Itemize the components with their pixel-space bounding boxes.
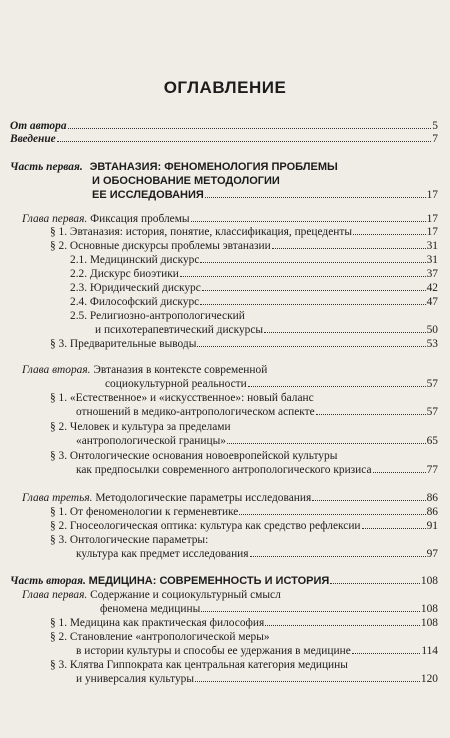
chapter-prefix: Глава первая. — [22, 213, 88, 225]
entry-label: как предпосылки современного антропологического кризиса — [76, 464, 372, 476]
leader-dots — [227, 443, 426, 444]
entry-label: § 1. Эвтаназия: история, понятие, классификация, прецеденты — [50, 226, 352, 238]
entry-label: в истории культуры и способы ее удержания в медицине — [76, 645, 351, 657]
leader-dots — [68, 128, 432, 129]
section-entry — [76, 435, 438, 448]
leader-dots — [197, 346, 425, 347]
leader-dots — [353, 234, 426, 235]
leader-dots — [272, 248, 426, 249]
toc-entry-author — [10, 120, 438, 133]
leader-dots — [201, 611, 420, 612]
part-title-line1: ЭВТАНАЗИЯ: ФЕНОМЕНОЛОГИЯ ПРОБЛЕМЫ — [89, 161, 338, 173]
leader-dots — [352, 653, 421, 654]
entry-label: отношений в медико-антропологическом аспекте — [76, 406, 315, 418]
entry-label: феномена медицины — [100, 603, 201, 615]
section-entry — [50, 617, 438, 630]
chapter-prefix: Глава вторая. — [22, 364, 91, 376]
section-entry — [50, 226, 438, 239]
entry-label: § 1. Медицина как практическая философия — [50, 617, 265, 629]
leader-dots — [200, 304, 425, 305]
part-prefix: Часть первая. — [10, 161, 83, 173]
page-number: 108 — [420, 617, 438, 629]
page-number: 65 — [426, 435, 438, 447]
leader-dots — [264, 332, 426, 333]
leader-dots — [250, 556, 426, 557]
part-title-line3 — [92, 189, 438, 202]
entry-label: 2.1. Медицинский дискурс — [70, 254, 200, 266]
leader-dots — [316, 414, 426, 415]
part-one-heading — [10, 161, 338, 174]
page-number: 86 — [426, 506, 438, 518]
entry-label: и психотерапевтический дискурсы — [95, 324, 264, 336]
page-number: 50 — [426, 324, 438, 336]
section-line1: § 1. «Естественное» и «искусственное»: новый баланс — [50, 392, 314, 404]
page-title: ОГЛАВЛЕНИЕ — [163, 78, 287, 97]
leader-dots — [200, 262, 425, 263]
leader-dots — [373, 472, 426, 473]
section-line1: § 2. Человек и культура за пределами — [50, 421, 231, 433]
page-number: 108 — [420, 603, 438, 615]
chapter-title-line2 — [105, 378, 438, 391]
leader-dots — [248, 386, 426, 387]
section-entry — [50, 506, 438, 519]
section-line1: § 3. Клятва Гиппократа как центральная категория медицины — [50, 659, 348, 671]
section-line1: § 3. Онтологические параметры: — [50, 534, 209, 546]
chapter-title-line1: Эвтаназия в контексте современной — [93, 364, 268, 376]
leader-dots — [312, 500, 425, 501]
page-number: 114 — [421, 645, 438, 657]
page-number: 97 — [426, 548, 438, 560]
section-entry — [50, 240, 438, 253]
leader-dots — [57, 141, 432, 142]
page-number: 37 — [426, 268, 438, 280]
chapter-title: Методологические параметры исследования — [95, 492, 312, 504]
section-entry — [50, 338, 438, 351]
part-prefix: Часть вторая. — [10, 575, 86, 587]
toc-entry-intro — [10, 133, 438, 146]
page-number: 57 — [426, 378, 438, 390]
page-number: 31 — [426, 240, 438, 252]
section-line1: § 3. Онтологические основания новоевропейской культуры — [50, 450, 338, 462]
leader-dots — [330, 583, 420, 584]
chapter-prefix: Глава третья. — [22, 492, 93, 504]
page-number: 91 — [426, 520, 438, 532]
section-entry — [76, 406, 438, 419]
page-number: 86 — [426, 492, 438, 504]
entry-label: § 2. Основные дискурсы проблемы эвтаназии — [50, 240, 271, 252]
section-line1: § 2. Становление «антропологической меры» — [50, 631, 270, 643]
leader-dots — [202, 290, 426, 291]
chapter-heading — [22, 364, 267, 377]
leader-dots — [265, 625, 420, 626]
section-entry — [76, 464, 438, 477]
entry-label: § 1. От феноменологии к герменевтике — [50, 506, 239, 518]
page-number: 7 — [432, 133, 438, 145]
entry-label: ЕЕ ИССЛЕДОВАНИЯ — [92, 189, 204, 201]
chapter-title: Фиксация проблемы — [90, 213, 190, 225]
subsection-entry — [95, 324, 438, 337]
part-two-heading — [10, 575, 438, 588]
page-number: 17 — [426, 213, 438, 225]
entry-label: § 2. Гносеологическая оптика: культура как средство рефлексии — [50, 520, 361, 532]
chapter-title-line2 — [100, 603, 438, 616]
leader-dots — [195, 681, 420, 682]
leader-dots — [205, 197, 426, 198]
entry-label: 2.3. Юридический дискурс — [70, 282, 201, 294]
chapter-heading — [22, 213, 438, 226]
page-number: 42 — [426, 282, 438, 294]
subsection-entry — [70, 282, 438, 295]
entry-label: 2.2. Дискурс биоэтики — [70, 268, 179, 280]
chapter-prefix: Глава первая. — [22, 589, 88, 601]
subsection-entry — [70, 254, 438, 267]
page-number: 47 — [426, 296, 438, 308]
entry-label: социокультурной реальности — [105, 378, 247, 390]
entry-label: «антропологической границы» — [76, 435, 226, 447]
entry-label: 2.4. Философский дискурс — [70, 296, 200, 308]
leader-dots — [191, 221, 426, 222]
chapter-title-line1: Содержание и социокультурный смысл — [90, 589, 281, 601]
chapter-heading — [22, 589, 281, 602]
section-entry — [50, 520, 438, 533]
chapter-heading — [22, 492, 438, 505]
page-number: 53 — [426, 338, 438, 350]
part-title-line2: И ОБОСНОВАНИЕ МЕТОДОЛОГИИ — [92, 175, 280, 187]
entry-label: § 3. Предварительные выводы — [50, 338, 197, 350]
page-number: 108 — [420, 575, 438, 587]
entry-label: Введение — [10, 133, 56, 145]
leader-dots — [362, 528, 426, 529]
subsection-entry — [70, 268, 438, 281]
section-entry — [76, 673, 438, 686]
leader-dots — [239, 514, 425, 515]
subsection-entry — [70, 296, 438, 309]
page-number: 57 — [426, 406, 438, 418]
part-title: МЕДИЦИНА: СОВРЕМЕННОСТЬ И ИСТОРИЯ — [88, 575, 330, 587]
page-number: 17 — [426, 189, 438, 201]
page-number: 17 — [426, 226, 438, 238]
page-number: 31 — [426, 254, 438, 266]
entry-label: культура как предмет исследования — [76, 548, 249, 560]
page-number: 120 — [420, 673, 438, 685]
section-entry — [76, 548, 438, 561]
page-number: 5 — [432, 120, 438, 132]
leader-dots — [180, 276, 426, 277]
section-entry — [76, 645, 438, 658]
page-number: 77 — [426, 464, 438, 476]
entry-label: От автора — [10, 120, 67, 132]
subsection-line1: 2.5. Религиозно-антропологический — [70, 310, 245, 322]
entry-label: и универсалия культуры — [76, 673, 194, 685]
